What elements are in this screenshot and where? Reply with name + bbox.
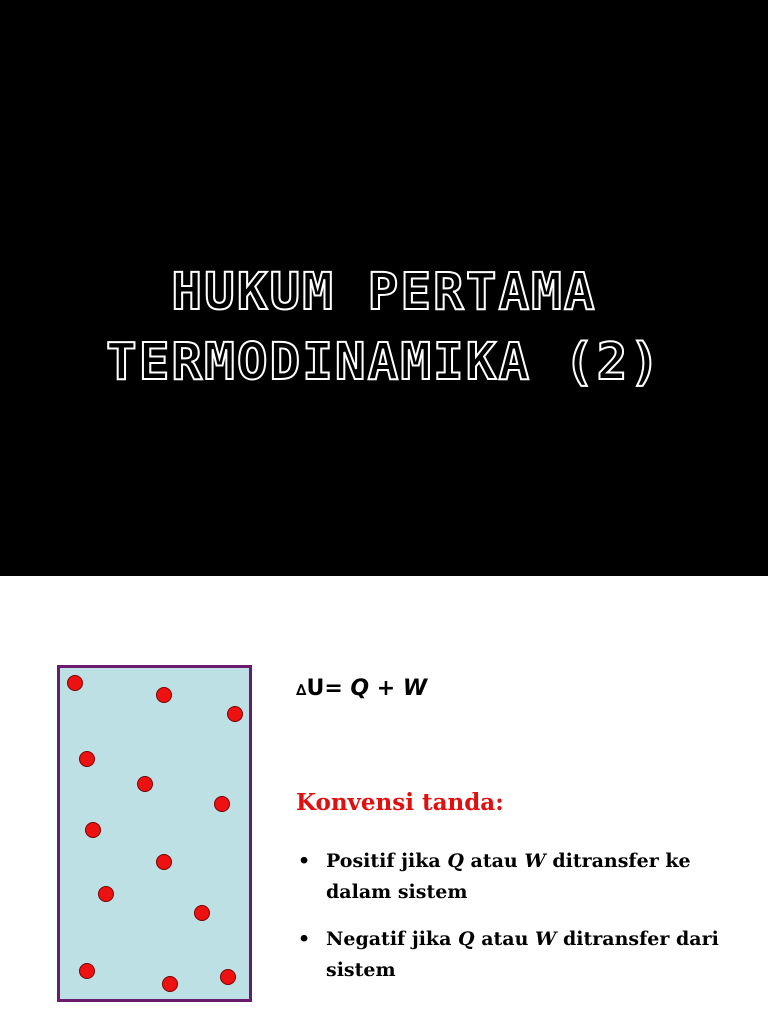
gas-particle — [98, 886, 114, 902]
sign-convention-list — [296, 846, 736, 1002]
gas-particle — [67, 675, 83, 691]
gas-particle — [85, 822, 101, 838]
sign-convention-heading: Konvensi tanda: — [296, 789, 504, 816]
gas-particle — [194, 905, 210, 921]
rule-text: ditransfer ke dalam sistem — [326, 850, 691, 903]
gas-particle — [214, 796, 230, 812]
rule-text: Positif jika — [326, 850, 448, 872]
list-item — [296, 846, 736, 908]
title-line-2: TERMODINAMIKA (2) — [106, 333, 662, 392]
gas-particle — [227, 706, 243, 722]
equation-equals: = — [324, 676, 351, 701]
delta-symbol: ∆ — [296, 681, 307, 699]
rule-q: Q — [447, 850, 464, 872]
rule-text: ditransfer dari sistem — [326, 928, 719, 981]
list-item — [296, 924, 736, 986]
rule-w: W — [524, 850, 546, 872]
rule-text: atau — [474, 928, 536, 950]
gas-particle — [79, 963, 95, 979]
gas-particle — [220, 969, 236, 985]
title-line-1: HUKUM PERTAMA — [171, 263, 597, 322]
gas-container-diagram — [57, 665, 252, 1002]
equation-q: Q — [350, 676, 370, 701]
gas-particle — [156, 687, 172, 703]
gas-particle — [162, 976, 178, 992]
gas-particle — [137, 776, 153, 792]
rule-text: Negatif jika — [326, 928, 459, 950]
rule-w: W — [535, 928, 557, 950]
rule-text: atau — [463, 850, 525, 872]
equation-u: U — [306, 676, 325, 701]
equation-plus: + — [369, 676, 403, 701]
first-law-equation — [296, 676, 427, 701]
gas-particle — [156, 854, 172, 870]
gas-particle — [79, 751, 95, 767]
equation-w: W — [402, 676, 428, 701]
slide-title — [0, 258, 768, 398]
rule-q: Q — [458, 928, 475, 950]
content-slide — [0, 576, 768, 1024]
